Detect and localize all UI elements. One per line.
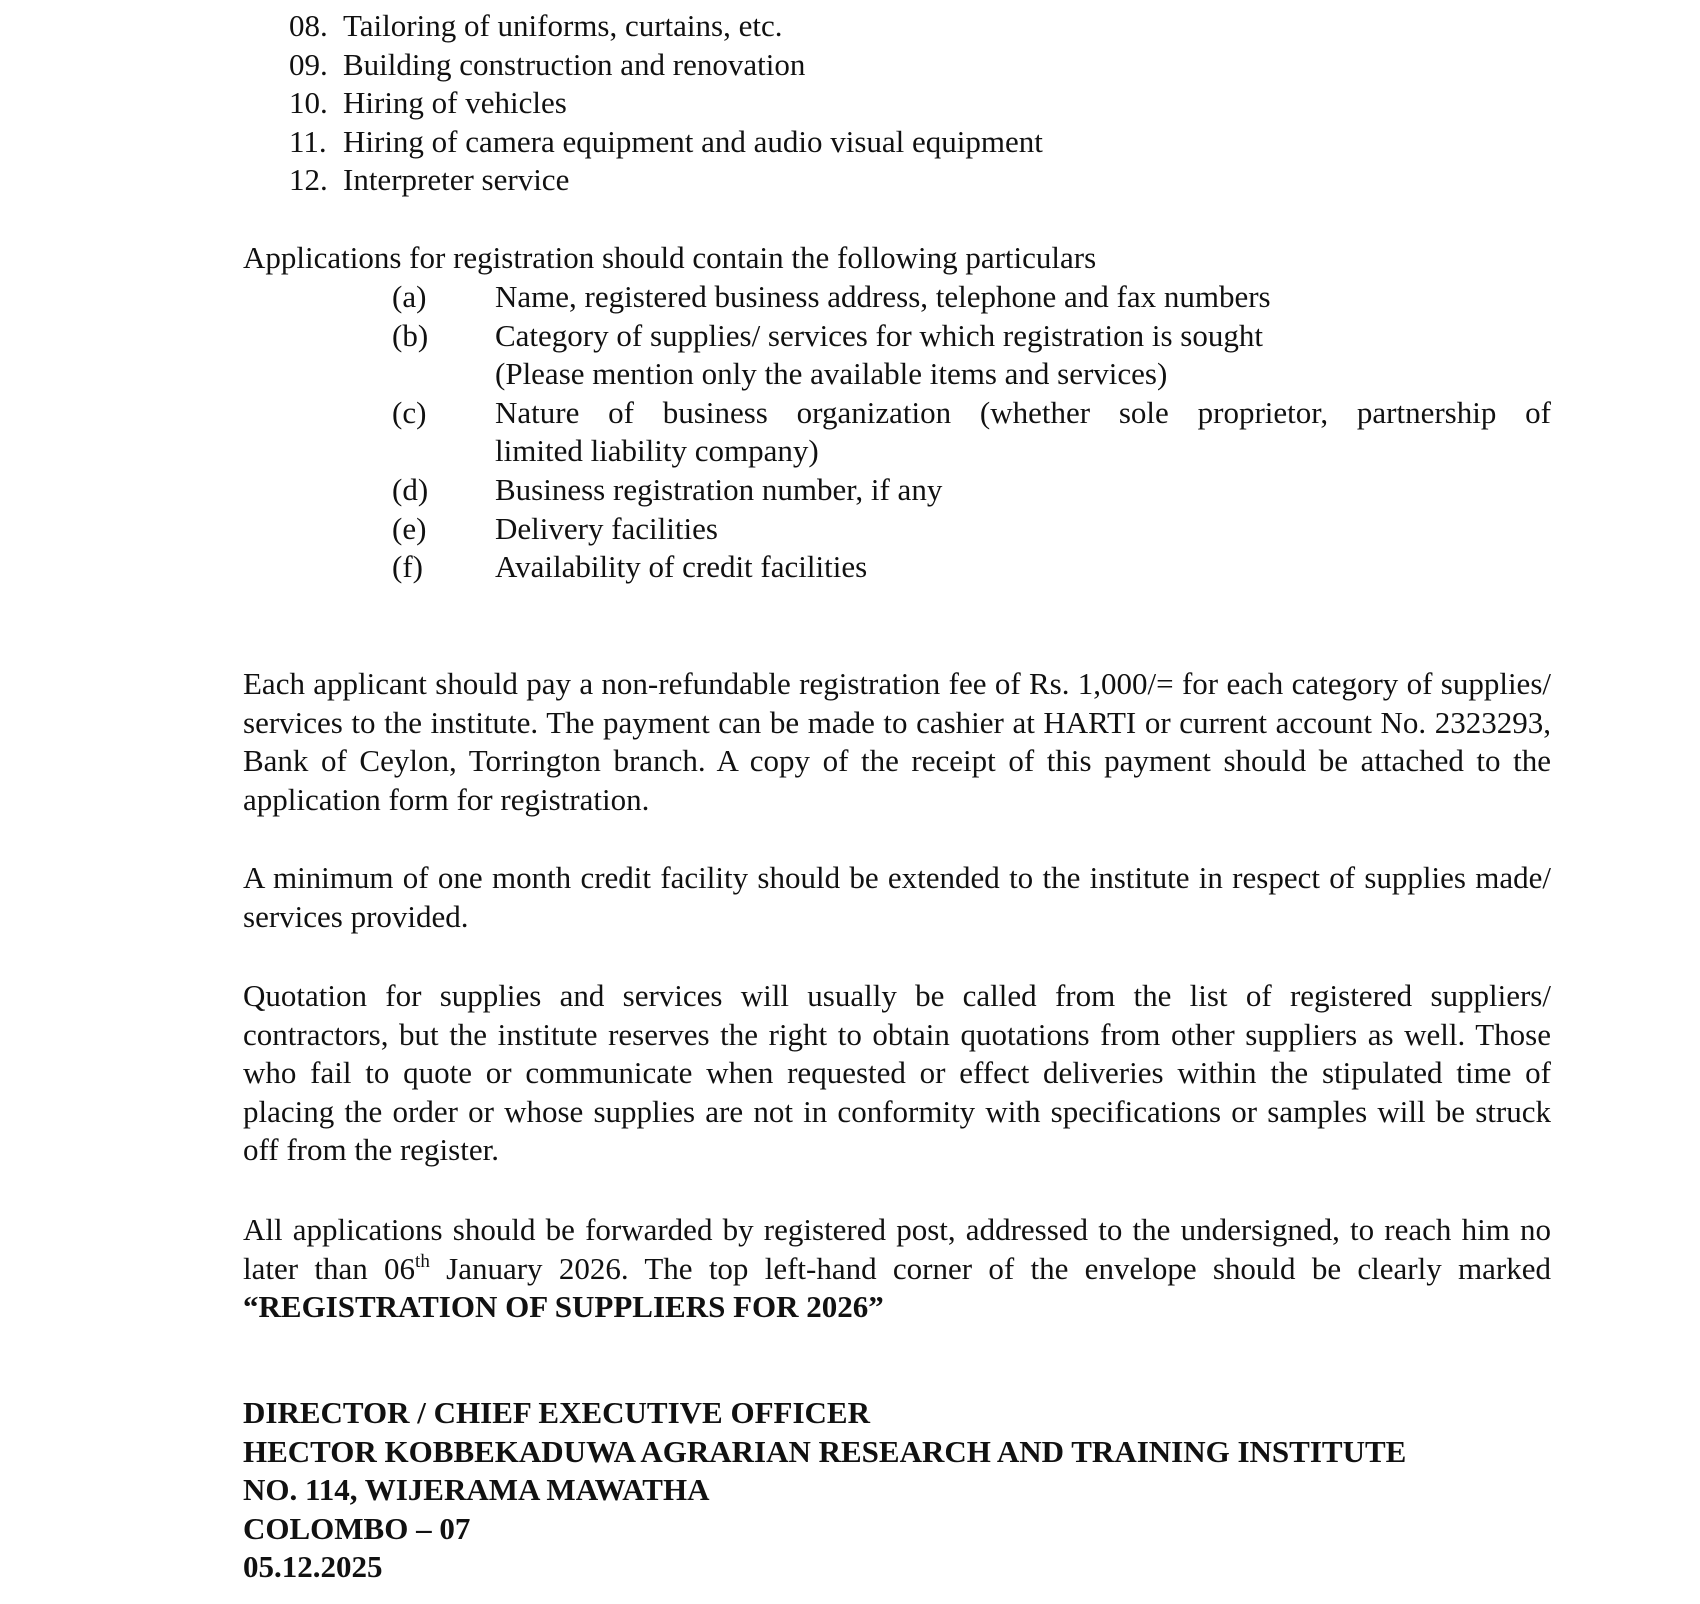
deadline-text-cont: January 2026. The top left-hand corner of the envelope should be clearly marked — [429, 1250, 1551, 1286]
particulars-list — [392, 278, 1551, 587]
deadline-text: All applications should be forwarded by registered post, addressed to the undersigned, to reach him no later than 06 — [243, 1212, 1551, 1286]
particular-item-f — [392, 548, 1551, 587]
list-item-number: 11. — [289, 123, 327, 159]
list-item-text: Hiring of vehicles — [343, 85, 567, 121]
particular-text: Availability of credit facilities — [495, 549, 868, 585]
credit-paragraph: A minimum of one month credit facility should be extended to the institute in respect of supplies made/ services provided. — [243, 860, 1551, 934]
particular-item-c — [392, 394, 1551, 471]
particular-text-note: (Please mention only the available items and services) — [495, 356, 1168, 392]
particulars-intro: Applications for registration should contain the following particulars — [243, 240, 1097, 275]
list-item — [289, 84, 1043, 123]
city-line: COLOMBO – 07 — [243, 1510, 471, 1546]
particular-label: (a) — [392, 279, 427, 314]
particular-text-cont: limited liability company) — [495, 433, 819, 469]
envelope-marking: “REGISTRATION OF SUPPLIERS FOR 2026” — [243, 1289, 884, 1325]
address-line: NO. 114, WIJERAMA MAWATHA — [243, 1472, 710, 1508]
list-item — [289, 161, 1043, 200]
particular-item-d — [392, 471, 1551, 510]
signatory-title: DIRECTOR / CHIEF EXECUTIVE OFFICER — [243, 1395, 870, 1430]
list-item-text: Hiring of camera equipment and audio visual equipment — [343, 123, 1043, 159]
institute-name: HECTOR KOBBEKADUWA AGRARIAN RESEARCH AND TRAINING INSTITUTE — [243, 1433, 1407, 1469]
list-item-text: Interpreter service — [343, 162, 570, 198]
list-item — [289, 46, 1043, 85]
list-item-number: 10. — [289, 85, 328, 121]
particular-text: Delivery facilities — [495, 510, 718, 546]
particular-text: Business registration number, if any — [495, 471, 943, 507]
document-date: 05.12.2025 — [243, 1549, 383, 1585]
particular-label: (d) — [392, 471, 429, 507]
particular-text-block — [495, 394, 1551, 471]
services-list — [289, 7, 1043, 200]
particular-item-e — [392, 510, 1551, 549]
particular-text: Name, registered business address, telephone and fax numbers — [495, 279, 1271, 314]
particular-text-block — [495, 317, 1551, 394]
particular-item-b — [392, 317, 1551, 394]
list-item-number: 08. — [289, 8, 328, 43]
list-item — [289, 7, 1043, 46]
deadline-paragraph — [243, 1211, 1551, 1327]
signature-block — [243, 1394, 1406, 1587]
particular-text: Nature of business organization (whether sole proprietor, partnership of — [495, 394, 1551, 430]
list-item-text: Building construction and renovation — [343, 46, 806, 82]
list-item-number: 09. — [289, 46, 328, 82]
particular-item-a — [392, 278, 1551, 317]
particular-label: (f) — [392, 549, 423, 585]
fee-paragraph: Each applicant should pay a non-refundable registration fee of Rs. 1,000/= for each category of supplies/ services to the institute. The payment can be made to cashier at HARTI or current account No. 2323293, Bank of Ceylon, Torrington branch. A copy of the receipt of this payment should be attached to the application form for registration. — [243, 666, 1551, 817]
deadline-ordinal: th — [415, 1250, 430, 1272]
particular-label: (b) — [392, 317, 429, 353]
particular-text: Category of supplies/ services for which registration is sought — [495, 317, 1263, 353]
list-item-number: 12. — [289, 162, 328, 198]
list-item-text: Tailoring of uniforms, curtains, etc. — [343, 8, 783, 43]
list-item — [289, 123, 1043, 162]
particular-label: (c) — [392, 394, 427, 430]
particular-label: (e) — [392, 510, 427, 546]
quotation-paragraph: Quotation for supplies and services will usually be called from the list of registered suppliers/ contractors, but the institute reserves the right to obtain quotations from other suppliers as well. Those who fail to quote or communicate when requested or effect deliveries within the stipulated time of placing the order or whose supplies are not in conformity with specifications or samples will be struck off from the register. — [243, 978, 1551, 1168]
